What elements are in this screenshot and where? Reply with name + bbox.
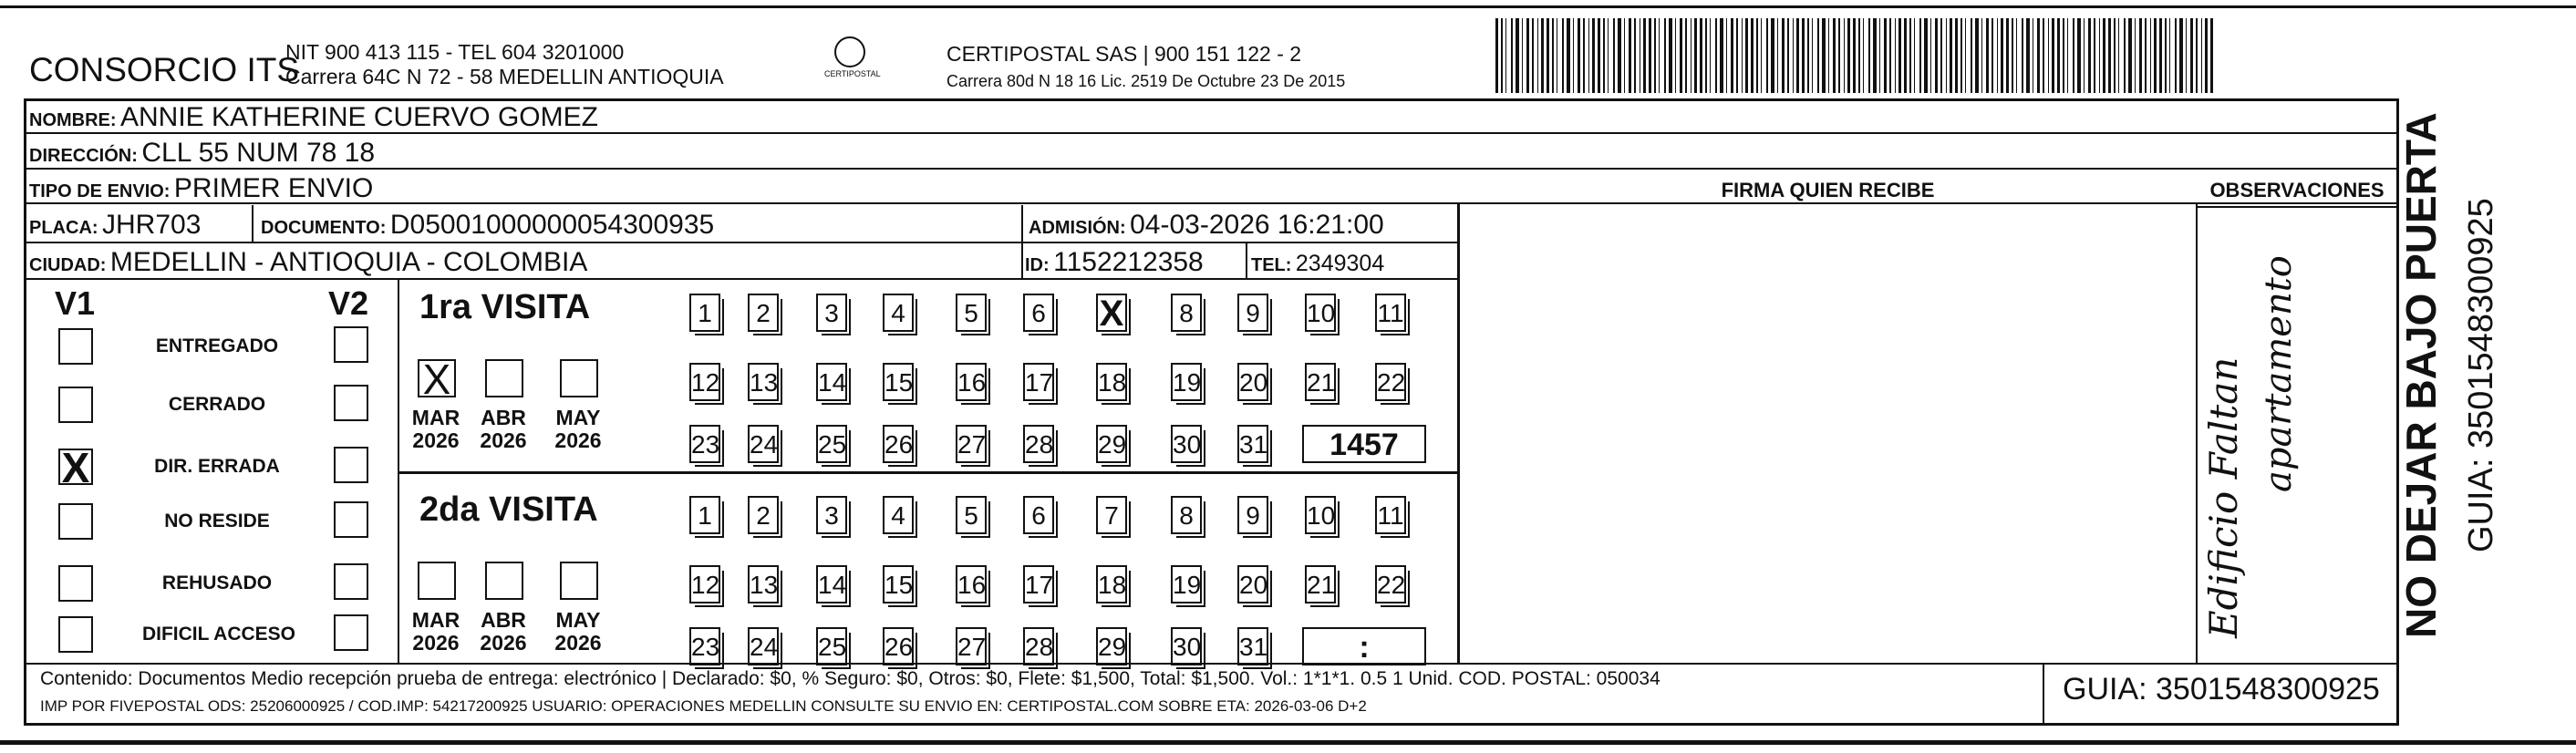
day-box[interactable]: 31 <box>1237 425 1268 463</box>
observaciones-handwriting-2: apartamento <box>2258 255 2300 492</box>
v1-checkbox[interactable] <box>58 503 93 540</box>
day-box[interactable]: 30 <box>1171 627 1202 665</box>
placa-label: PLACA: <box>29 218 98 238</box>
top-border <box>0 5 2576 8</box>
month-checkbox[interactable] <box>560 359 598 397</box>
day-box[interactable]: 24 <box>748 425 779 463</box>
month-label: ABR 2026 <box>480 608 527 655</box>
day-box[interactable]: 8 <box>1171 496 1202 534</box>
v2-checkbox[interactable] <box>334 447 368 483</box>
day-box[interactable]: 30 <box>1171 425 1202 463</box>
month-label: MAY 2026 <box>554 608 602 655</box>
day-box[interactable]: 15 <box>883 363 914 401</box>
footer-content: Contenido: Documentos Medio recepción prueba de entrega: electrónico | Declarado: $0, % Seguro: $0, Otros: $0, Flete: $1,500, Total: $1,500. Vol.: 1*1*1. 0.5 1 Unid. COD. POSTAL: 050034 <box>40 668 1660 689</box>
day-box[interactable]: 9 <box>1237 294 1268 332</box>
id-label: ID: <box>1025 255 1050 275</box>
day-box[interactable]: 28 <box>1023 627 1054 665</box>
tipo-value: PRIMER ENVIO <box>173 173 374 203</box>
status-label: DIR. ERRADA <box>154 456 280 477</box>
v1-checkbox[interactable] <box>58 387 93 423</box>
ciudad-label: CIUDAD: <box>29 255 107 275</box>
status-label: CERRADO <box>168 394 266 415</box>
v2-checkbox[interactable] <box>334 385 368 421</box>
day-box[interactable]: 10 <box>1305 294 1336 332</box>
month-checkbox[interactable]: X <box>418 359 456 397</box>
admision-label: ADMISIÓN: <box>1029 218 1126 238</box>
v2-header: V2 <box>328 284 369 322</box>
day-box[interactable]: 29 <box>1096 627 1127 665</box>
v1-header: V1 <box>55 284 96 322</box>
footer-guia: GUIA: 3501548300925 <box>2063 672 2380 707</box>
day-box[interactable]: 4 <box>883 294 914 332</box>
side-guia: GUIA: 3501548300925 <box>2462 198 2500 552</box>
tel-field <box>1251 251 1384 277</box>
nombre-label: NOMBRE: <box>29 110 117 130</box>
day-box[interactable]: 21 <box>1305 565 1336 603</box>
day-box[interactable]: 25 <box>816 627 847 665</box>
company-nit: NIT 900 413 115 - TEL 604 3201000 <box>285 40 625 64</box>
bottom-border <box>0 740 2576 745</box>
month-checkbox[interactable] <box>485 562 523 600</box>
v2-checkbox[interactable] <box>334 614 368 651</box>
admision-value: 04-03-2026 16:21:00 <box>1130 210 1384 240</box>
firma-header: FIRMA QUIEN RECIBE <box>1721 179 1935 201</box>
day-box[interactable]: 19 <box>1171 363 1202 401</box>
day-box[interactable]: 15 <box>883 565 914 603</box>
barcode <box>1495 18 2219 93</box>
observaciones-handwriting-1: Edificio Faltan <box>2201 356 2246 638</box>
day-box[interactable]: 20 <box>1237 565 1268 603</box>
admision-field <box>1029 210 1384 241</box>
day-box[interactable]: X <box>1096 294 1127 332</box>
month-checkbox[interactable] <box>485 359 523 397</box>
status-label: ENTREGADO <box>155 335 279 356</box>
day-box[interactable]: 20 <box>1237 363 1268 401</box>
month-label: ABR 2026 <box>480 406 527 452</box>
certipostal-name: CERTIPOSTAL SAS | 900 151 122 - 2 <box>947 42 1302 66</box>
day-box[interactable]: 11 <box>1375 294 1406 332</box>
footer-imp: IMP POR FIVEPOSTAL ODS: 25206000925 / COD.IMP: 54217200925 USUARIO: OPERACIONES MEDELLIN CONSULTE SU ENVIO EN: CERTIPOSTAL.COM SOBRE ETA: 2026-03-06 D+2 <box>40 697 1367 715</box>
v2-checkbox[interactable] <box>334 563 368 600</box>
day-box[interactable]: 13 <box>748 565 779 603</box>
day-box[interactable]: 17 <box>1023 363 1054 401</box>
direccion-label: DIRECCIÓN: <box>29 146 138 166</box>
day-box[interactable]: 16 <box>956 565 987 603</box>
brand-name: CONSORCIO ITS <box>29 51 300 88</box>
time-box[interactable]: : <box>1302 627 1426 665</box>
day-box[interactable]: 16 <box>956 363 987 401</box>
day-box[interactable]: 12 <box>689 363 720 401</box>
id-field <box>1025 247 1204 278</box>
day-box[interactable]: 17 <box>1023 565 1054 603</box>
direccion-value: CLL 55 NUM 78 18 <box>141 138 376 168</box>
ciudad-value: MEDELLIN - ANTIOQUIA - COLOMBIA <box>109 247 588 277</box>
time-box[interactable]: 1457 <box>1302 425 1426 463</box>
visit-title: 1ra VISITA <box>419 288 591 326</box>
tel-value: 2349304 <box>1295 251 1385 276</box>
day-box[interactable]: 18 <box>1096 565 1127 603</box>
day-box[interactable]: 2 <box>748 496 779 534</box>
row-nombre <box>29 102 598 133</box>
day-box[interactable]: 1 <box>689 496 720 534</box>
company-address: Carrera 64C N 72 - 58 MEDELLIN ANTIOQUIA <box>285 65 724 88</box>
certipostal-address: Carrera 80d N 18 16 Lic. 2519 De Octubre 23 De 2015 <box>947 72 1346 90</box>
day-box[interactable]: 27 <box>956 425 987 463</box>
status-label: NO RESIDE <box>164 511 270 531</box>
day-box[interactable]: 8 <box>1171 294 1202 332</box>
tel-label: TEL: <box>1251 255 1292 275</box>
status-label: REHUSADO <box>161 572 273 593</box>
day-box[interactable]: 6 <box>1023 496 1054 534</box>
day-box[interactable]: 28 <box>1023 425 1054 463</box>
documento-label: DOCUMENTO: <box>261 218 387 238</box>
day-box[interactable]: 7 <box>1096 496 1127 534</box>
row-direccion <box>29 138 375 169</box>
day-box[interactable]: 25 <box>816 425 847 463</box>
status-label: DIFICIL ACCESO <box>141 624 295 645</box>
row-ciudad <box>29 247 587 278</box>
month-label: MAR 2026 <box>411 608 460 655</box>
day-box[interactable]: 23 <box>689 425 720 463</box>
day-box[interactable]: 26 <box>883 425 914 463</box>
day-box[interactable]: 1 <box>689 294 720 332</box>
day-box[interactable]: 19 <box>1171 565 1202 603</box>
placa-value: JHR703 <box>102 210 202 240</box>
day-box[interactable]: 13 <box>748 363 779 401</box>
tipo-label: TIPO DE ENVIO: <box>29 181 171 201</box>
certipostal-logo: CERTIPOSTAL <box>824 36 875 89</box>
documento-value: D05001000000054300935 <box>389 210 715 240</box>
day-box[interactable]: 4 <box>883 496 914 534</box>
day-box[interactable]: 29 <box>1096 425 1127 463</box>
day-box[interactable]: 22 <box>1375 363 1406 401</box>
day-box[interactable]: 18 <box>1096 363 1127 401</box>
day-box[interactable]: 9 <box>1237 496 1268 534</box>
v2-checkbox[interactable] <box>334 326 368 363</box>
day-box[interactable]: 3 <box>816 294 847 332</box>
v1-checkbox[interactable]: X <box>58 449 93 485</box>
day-box[interactable]: 12 <box>689 565 720 603</box>
id-value: 1152212358 <box>1053 247 1204 277</box>
day-box[interactable]: 22 <box>1375 565 1406 603</box>
month-label: MAR 2026 <box>411 406 460 452</box>
day-box[interactable]: 3 <box>816 496 847 534</box>
v2-checkbox[interactable] <box>334 501 368 538</box>
day-box[interactable]: 27 <box>956 627 987 665</box>
day-box[interactable]: 6 <box>1023 294 1054 332</box>
month-checkbox[interactable] <box>418 562 456 600</box>
observaciones-header: OBSERVACIONES <box>2209 179 2385 201</box>
day-box[interactable]: 2 <box>748 294 779 332</box>
month-checkbox[interactable] <box>560 562 598 600</box>
day-box[interactable]: 24 <box>748 627 779 665</box>
company-info <box>285 40 724 89</box>
day-box[interactable]: 14 <box>816 565 847 603</box>
month-label: MAY 2026 <box>554 406 602 452</box>
day-box[interactable]: 21 <box>1305 363 1336 401</box>
day-box[interactable]: 11 <box>1375 496 1406 534</box>
certipostal-info <box>947 40 1345 95</box>
day-box[interactable]: 5 <box>956 294 987 332</box>
visit-title: 2da VISITA <box>419 490 598 529</box>
nombre-value: ANNIE KATHERINE CUERVO GOMEZ <box>120 102 598 132</box>
v1-checkbox[interactable] <box>58 328 93 365</box>
day-box[interactable]: 26 <box>883 627 914 665</box>
day-box[interactable]: 10 <box>1305 496 1336 534</box>
side-warning: NO DEJAR BAJO PUERTA <box>2397 112 2445 638</box>
row-placa <box>29 210 201 241</box>
day-box[interactable]: 31 <box>1237 627 1268 665</box>
row-tipo-envio <box>29 173 373 204</box>
v1-checkbox[interactable] <box>58 616 93 653</box>
day-box[interactable]: 5 <box>956 496 987 534</box>
day-box[interactable]: 23 <box>689 627 720 665</box>
v1-checkbox[interactable] <box>58 565 93 602</box>
documento-field <box>261 210 714 241</box>
day-box[interactable]: 14 <box>816 363 847 401</box>
